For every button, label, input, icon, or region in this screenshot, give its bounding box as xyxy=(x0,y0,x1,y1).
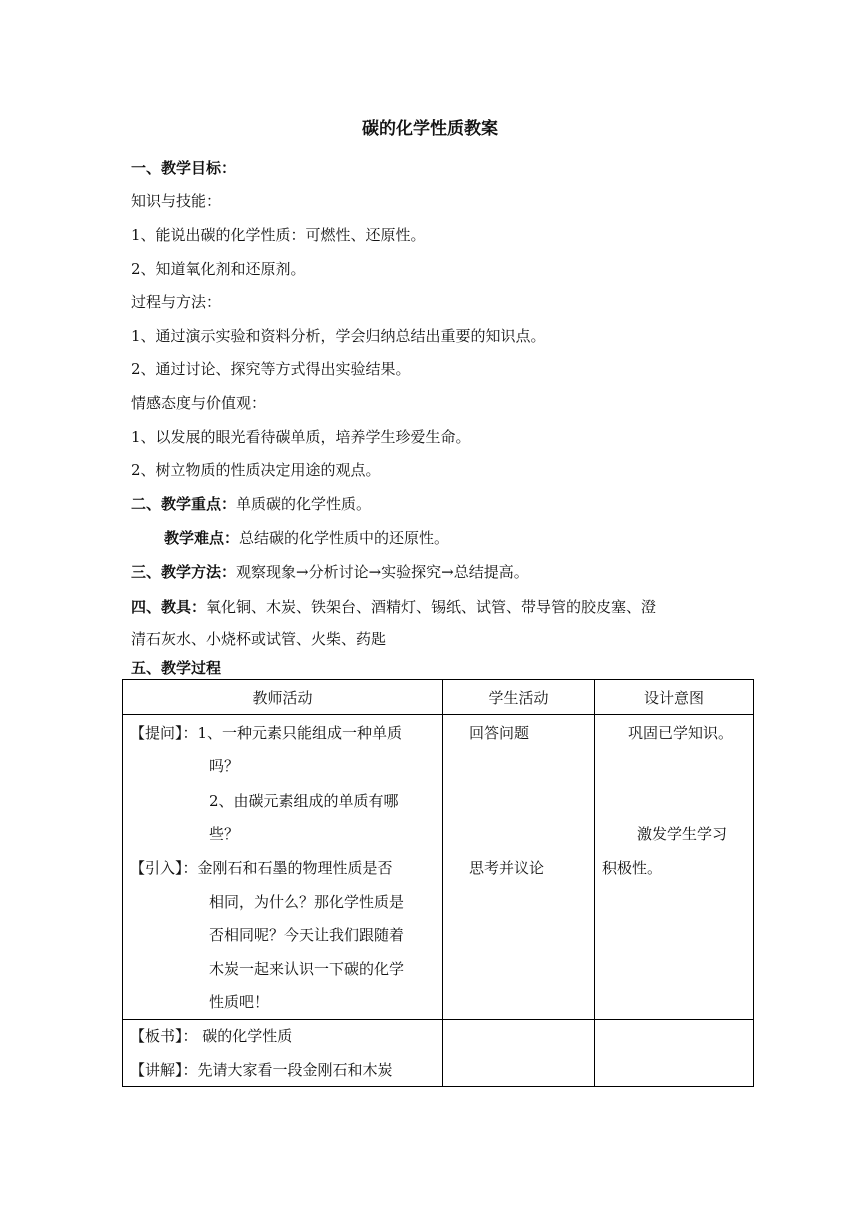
teacher-line: 性质吧！ xyxy=(209,993,270,1011)
intent-line: 巩固已学知识。 xyxy=(628,724,734,742)
section-teaching-goals: 一、教学目标： xyxy=(131,159,237,177)
intent-cell-2 xyxy=(595,1020,754,1087)
difficulty-text: 总结碳的化学性质中的还原性。 xyxy=(239,529,450,547)
knowledge-skills-heading: 知识与技能： xyxy=(131,192,222,210)
teacher-line: 【讲解】：先请大家看一段金刚石和木炭 xyxy=(130,1061,393,1079)
header-student-activity: 学生活动 xyxy=(443,680,595,715)
teacher-line: 些？ xyxy=(209,825,240,843)
teacher-line: 吗？ xyxy=(209,757,240,775)
student-cell-1 xyxy=(443,715,595,1020)
teacher-line: 【引入】：金刚石和石墨的物理性质是否 xyxy=(130,859,393,877)
intent-cell-1 xyxy=(595,715,754,1020)
method-line xyxy=(131,562,529,582)
header-design-intent: 设计意图 xyxy=(595,680,754,715)
student-cell-2 xyxy=(443,1020,595,1087)
header-teacher-activity: 教师活动 xyxy=(123,680,443,715)
tools-text-2: 清石灰水、小烧杯或试管、火柴、药匙 xyxy=(131,630,387,648)
tools-text-1: 氧化铜、木炭、铁架台、酒精灯、锡纸、试管、带导管的胶皮塞、澄 xyxy=(206,598,657,616)
teacher-line: 否相同呢？今天让我们跟随着 xyxy=(209,926,405,944)
student-line: 思考并议论 xyxy=(469,859,545,877)
method-text: 观察现象→分析讨论→实验探究→总结提高。 xyxy=(236,563,529,581)
emotion-values-heading: 情感态度与价值观： xyxy=(131,394,267,412)
difficulty-line xyxy=(164,528,449,548)
teacher-line: 【提问】：1、一种元素只能组成一种单质 xyxy=(130,724,403,742)
knowledge-item-2: 2、知道氧化剂和还原剂。 xyxy=(131,260,306,278)
teacher-line: 2、由碳元素组成的单质有哪 xyxy=(209,792,399,810)
table-header-row xyxy=(123,680,754,715)
table-row xyxy=(123,1020,754,1087)
key-point-label: 二、教学重点： xyxy=(131,495,237,513)
process-table xyxy=(122,679,754,1087)
tools-line xyxy=(131,597,656,617)
teacher-cell-1 xyxy=(123,715,443,1020)
difficulty-label: 教学难点： xyxy=(164,529,240,547)
knowledge-item-1: 1、能说出碳的化学性质：可燃性、还原性。 xyxy=(131,226,426,244)
key-point-text: 单质碳的化学性质。 xyxy=(236,495,372,513)
intent-line: 激发学生学习 xyxy=(637,825,728,843)
tools-label: 四、教具： xyxy=(131,598,207,616)
process-method-heading: 过程与方法： xyxy=(131,293,222,311)
table-row xyxy=(123,715,754,1020)
key-point-line xyxy=(131,494,371,514)
teacher-line: 木炭一起来认识一下碳的化学 xyxy=(209,960,405,978)
emotion-item-2: 2、树立物质的性质决定用途的观点。 xyxy=(131,461,381,479)
emotion-item-1: 1、以发展的眼光看待碳单质，培养学生珍爱生命。 xyxy=(131,428,471,446)
page-title: 碳的化学性质教案 xyxy=(362,119,498,139)
teacher-line: 相同，为什么？那化学性质是 xyxy=(209,893,405,911)
teacher-line: 【板书】： 碳的化学性质 xyxy=(130,1027,293,1045)
process-item-2: 2、通过讨论、探究等方式得出实验结果。 xyxy=(131,360,411,378)
method-label: 三、教学方法： xyxy=(131,563,237,581)
section-teaching-process: 五、教学过程 xyxy=(131,659,222,677)
intent-line: 积极性。 xyxy=(602,859,663,877)
teacher-cell-2 xyxy=(123,1020,443,1087)
student-line: 回答问题 xyxy=(469,724,530,742)
process-item-1: 1、通过演示实验和资料分析，学会归纳总结出重要的知识点。 xyxy=(131,327,546,345)
